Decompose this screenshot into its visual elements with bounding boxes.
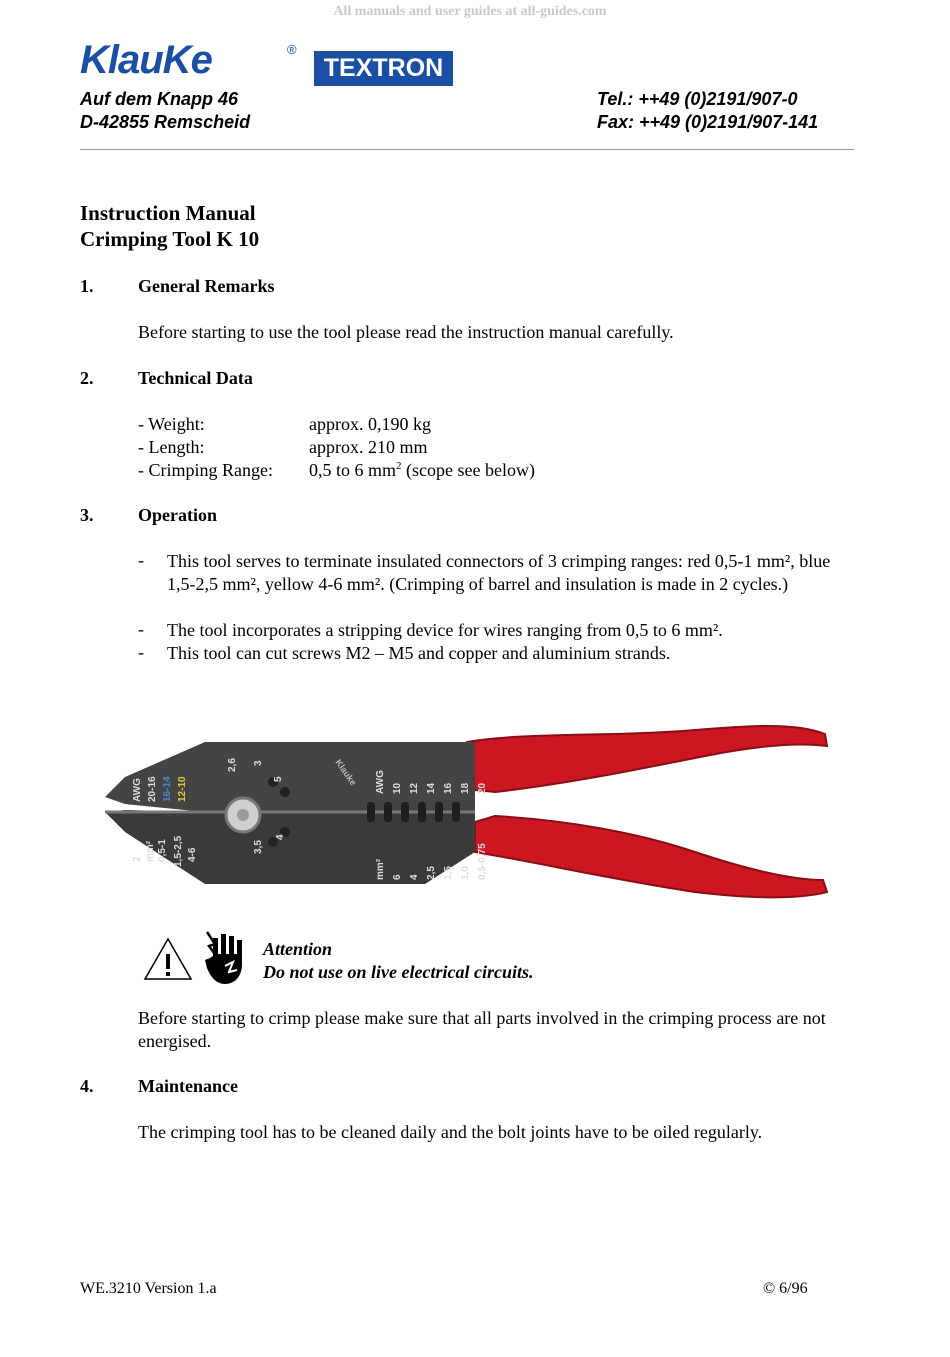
section-2-number: 2.	[80, 368, 94, 388]
mm-marking: mm²	[375, 858, 386, 880]
section-1-number: 1.	[80, 276, 94, 296]
jaw-marking-top: 16-14	[162, 776, 173, 802]
mm-marking: 4	[409, 874, 420, 880]
jaw-marking-bottom: 4-6	[187, 847, 198, 862]
fax-number: Fax: ++49 (0)2191/907-141	[597, 112, 819, 132]
jaw-marking-bottom: 0,5-1	[157, 839, 168, 862]
crimping-tool-image	[95, 712, 835, 917]
awg-marking: AWG	[375, 770, 386, 794]
operation-bullet-3: This tool can cut screws M2 – M5 and copper and aluminium strands.	[167, 643, 671, 663]
stripper-notch	[367, 802, 375, 822]
phone-number: Tel.: ++49 (0)2191/907-0	[597, 89, 798, 109]
awg-marking: 12	[409, 782, 420, 794]
electric-hand-icon	[203, 930, 251, 986]
document-title: Instruction Manual	[80, 201, 256, 225]
jaw-marking-bottom: 2	[132, 856, 143, 862]
jaw-marking-bottom: 4	[275, 834, 286, 840]
mm-marking: 1,0	[460, 866, 471, 880]
registered-mark: ®	[287, 42, 297, 57]
section-4-text: The crimping tool has to be cleaned daily and the bolt joints have to be oiled regularly.	[138, 1122, 763, 1142]
spec-weight-label: - Weight:	[138, 414, 205, 434]
tool-brand-mark: Klauke	[333, 757, 359, 788]
spec-range-superscript: 2	[396, 460, 402, 472]
section-3-number: 3.	[80, 505, 94, 525]
warning-triangle-icon	[142, 936, 194, 982]
footer-doc-id: WE.3210 Version 1.a	[80, 1280, 217, 1297]
mm-marking: 2,5	[426, 866, 437, 880]
bullet-dash: -	[138, 619, 144, 639]
screw-cutter-hole	[280, 787, 290, 797]
attention-title: Attention	[263, 939, 333, 959]
jaw-marking-bottom: 3,5	[253, 840, 264, 854]
awg-marking: 18	[460, 782, 471, 794]
spec-range-label: - Crimping Range:	[138, 460, 273, 480]
watermark: All manuals and user guides at all-guides.com	[333, 4, 607, 19]
jaw-marking-top: 12-10	[177, 776, 188, 802]
awg-marking: 16	[443, 782, 454, 794]
bullet-dash: -	[138, 550, 144, 570]
attention-text: Do not use on live electrical circuits.	[263, 962, 534, 982]
jaw-marking-top: 5	[273, 776, 284, 782]
address-line-1: Auf dem Knapp 46	[80, 89, 239, 109]
stripper-notch	[401, 802, 409, 822]
mm-marking: 6	[392, 874, 403, 880]
upper-handle	[467, 726, 827, 792]
stripper-notch	[418, 802, 426, 822]
jaw-marking-top: 3	[253, 760, 264, 766]
stripper-notch	[384, 802, 392, 822]
upper-jaw	[105, 742, 475, 812]
operation-bullet-1: This tool serves to terminate insulated connectors of 3 crimping ranges: red 0,5-1 mm², blue 1,5-2,5 mm², yellow 4-6 mm². (Crimping of barrel and insulation is made in 2 cycles.)	[167, 551, 831, 594]
operation-bullet-2: The tool incorporates a stripping device for wires ranging from 0,5 to 6 mm².	[167, 620, 723, 640]
mm-marking: 1,5	[443, 866, 454, 880]
pre-crimp-note: Before starting to crimp please make sure that all parts involved in the crimping process are not energised.	[138, 1008, 826, 1051]
spec-length-label: - Length:	[138, 437, 205, 457]
spec-range-value	[309, 459, 535, 482]
section-4-heading: Maintenance	[138, 1076, 238, 1096]
jaw-marking-bottom: 1,5-2,5	[173, 835, 184, 867]
section-2-heading: Technical Data	[138, 368, 253, 388]
section-1-heading: General Remarks	[138, 276, 275, 296]
jaw-marking-bottom: mm²	[145, 840, 156, 862]
mm-marking: 0,5-0,75	[477, 843, 488, 880]
address-line-2: D-42855 Remscheid	[80, 112, 251, 132]
lower-handle	[475, 816, 827, 897]
awg-marking: 14	[426, 782, 437, 794]
klauke-logo: KlauKe	[80, 38, 212, 82]
jaw-marking-top: 2,6	[227, 758, 238, 772]
spec-range-value-main: 0,5 to 6 mm	[309, 460, 397, 480]
stripper-notch	[435, 802, 443, 822]
stripper-notch	[452, 802, 460, 822]
header-divider	[80, 149, 854, 150]
document-subtitle: Crimping Tool K 10	[80, 227, 260, 251]
section-1-text: Before starting to use the tool please read the instruction manual carefully.	[138, 322, 674, 342]
pivot-bolt-center	[237, 809, 249, 821]
jaw-marking-top: AWG	[132, 778, 143, 802]
section-4-number: 4.	[80, 1076, 94, 1096]
bullet-dash: -	[138, 642, 144, 662]
spec-range-value-note: (scope see below)	[401, 460, 535, 480]
awg-marking: 20	[477, 782, 488, 794]
textron-logo: TEXTRON	[314, 51, 453, 86]
jaw-marking-top: 20-16	[147, 776, 158, 802]
section-3-heading: Operation	[138, 505, 217, 525]
spec-weight-value: approx. 0,190 kg	[309, 414, 431, 434]
footer-date: © 6/96	[763, 1280, 808, 1297]
spec-length-value: approx. 210 mm	[309, 437, 428, 457]
awg-marking: 10	[392, 782, 403, 794]
